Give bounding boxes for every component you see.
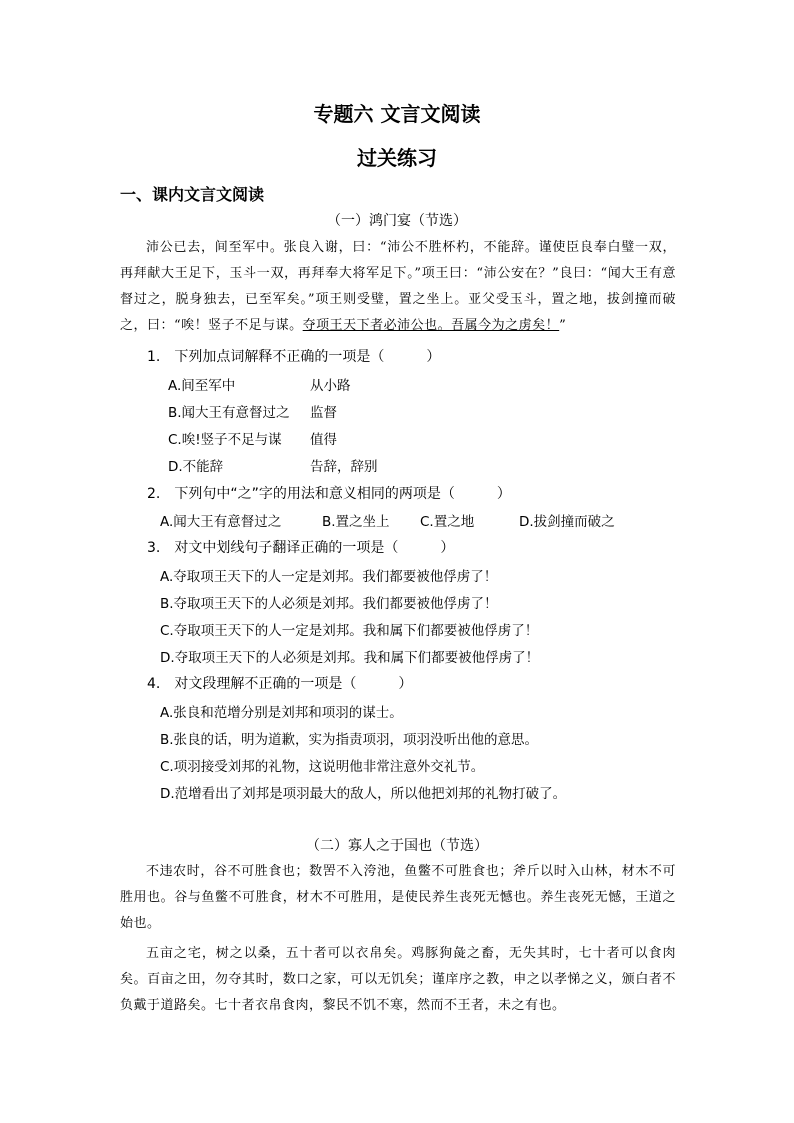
q3-option-b: B.夺取项王天下的人必须是刘邦。我们都要被他俘虏了！ [160, 596, 498, 612]
q4-option-c: C.项羽接受刘邦的礼物，这说明他非常注意外交礼节。 [160, 759, 485, 775]
q1-option-b-meaning: 监督 [310, 405, 337, 421]
q2-option-c: C.置之地 [420, 514, 475, 530]
passage2-paragraph-1: 不违农时，谷不可胜食也；数罟不入洿池，鱼鳖不可胜食也；斧斤以时入山林，材木不可胜用也。谷与鱼鳖不可胜食，材木不可胜用，是使民养生丧死无憾也。养生丧死无憾，王道之始也。 [120, 864, 676, 931]
q1-option-d-meaning: 告辞，辞别 [310, 459, 378, 475]
q1-option-c-meaning: 值得 [310, 432, 337, 448]
q4-option-a: A.张良和范增分别是刘邦和项羽的谋士。 [160, 705, 403, 721]
passage1-underlined-sentence: 夺项王天下者必沛公也。吾属今为之虏矣！ [302, 318, 560, 333]
q1-option-b: B.闻大王有意督过之 [168, 405, 290, 421]
passage1-title: （一）鸿门宴（节选） [327, 213, 467, 229]
q2-option-a: A.闻大王有意督过之 [160, 514, 282, 530]
q3-option-a: A.夺取项王天下的人一定是刘邦。我们都要被他俘虏了！ [160, 569, 498, 585]
passage2-title: （二）寡人之于国也（节选） [306, 838, 488, 854]
q1-option-a: A.间至军中 [168, 378, 236, 394]
page-subtitle: 过关练习 [357, 146, 437, 170]
passage1-text-post: ” [559, 318, 567, 333]
question-4-stem: 4. 对文段理解不正确的一项是（ ） [147, 676, 413, 692]
q1-option-a-meaning: 从小路 [310, 378, 351, 394]
q4-option-b: B.张良的话，明为道歉，实为指责项羽，项羽没听出他的意思。 [160, 732, 539, 748]
question-2-stem: 2. 下列句中“之”字的用法和意义相同的两项是（ ） [147, 486, 511, 502]
passage1-text-pre: 沛公已去，间至军中。张良入谢，曰：“沛公不胜杯杓，不能辞。谨使臣良奉白璧一双，再拜献大王足下，玉斗一双，再拜奉大将军足下。”项王曰：“沛公安在？”良曰：“闻大王有意督过之，脱身独去，已至军矣。”项王则受璧，置之坐上。亚父受玉斗，置之地，拔剑撞而破之，曰：“唉！竖子不足与谋。 [120, 240, 676, 333]
section-heading: 一、课内文言文阅读 [120, 185, 265, 204]
question-1-stem: 1. 下列加点词解释不正确的一项是（ ） [147, 349, 441, 365]
q1-option-c: C.唉!竖子不足与谋 [168, 432, 282, 448]
passage2-paragraph-2: 五亩之宅，树之以桑，五十者可以衣帛矣。鸡豚狗彘之畜，无失其时，七十者可以食肉矣。百亩之田，勿夺其时，数口之家，可以无饥矣；谨庠序之教，申之以孝悌之义，颁白者不负戴于道路矣。七十者衣帛食肉，黎民不饥不寒，然而不王者，未之有也。 [120, 946, 676, 1013]
passage1-text [120, 235, 676, 339]
q2-option-d: D.拔剑撞而破之 [519, 514, 615, 530]
q3-option-d: D.夺取项王天下的人必须是刘邦。我和属下们都要被他俘虏了！ [160, 650, 540, 666]
question-3-stem: 3. 对文中划线句子翻译正确的一项是（ ） [147, 540, 455, 556]
q3-option-c: C.夺取项王天下的人一定是刘邦。我和属下们都要被他俘虏了！ [160, 623, 539, 639]
q2-option-b: B.置之坐上 [322, 514, 390, 530]
q1-option-d: D.不能辞 [168, 459, 224, 475]
q4-option-d: D.范增看出了刘邦是项羽最大的敌人，所以他把刘邦的礼物打破了。 [160, 786, 567, 802]
page-title: 专题六 文言文阅读 [313, 102, 481, 126]
